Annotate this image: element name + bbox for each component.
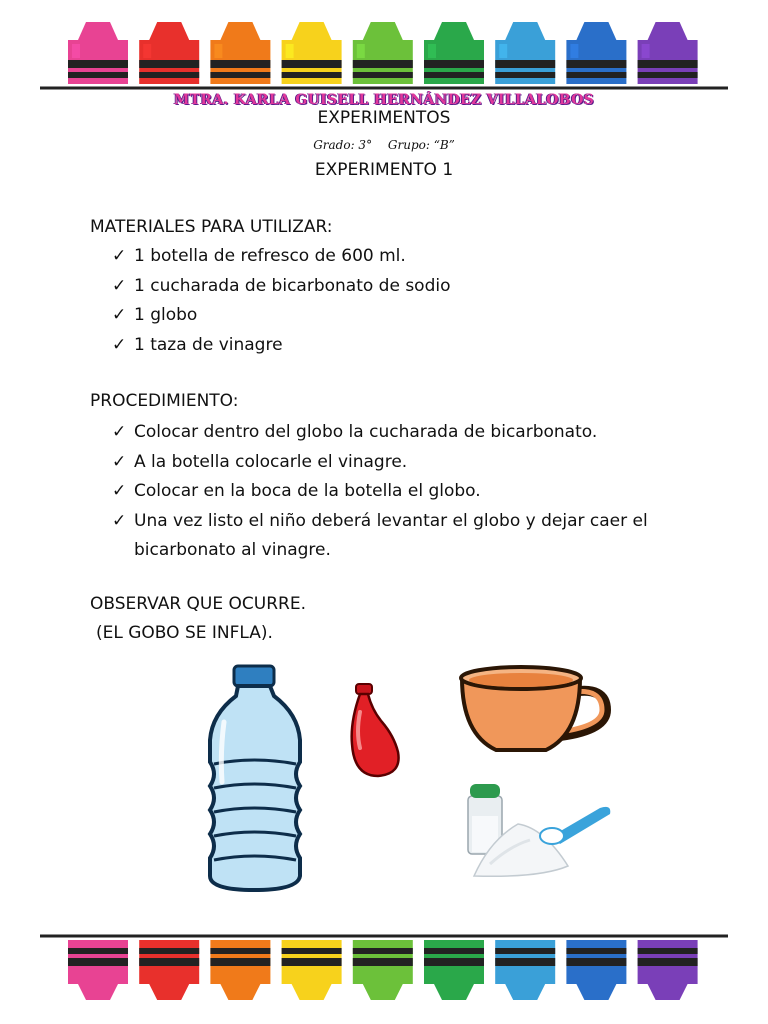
crayon-border-bottom — [0, 914, 768, 1024]
list-item: ✓ 1 globo — [112, 301, 451, 331]
grade-group — [0, 138, 768, 152]
check-icon: ✓ — [112, 481, 127, 501]
check-icon: ✓ — [112, 422, 127, 442]
crayon — [282, 940, 342, 1000]
cup-illustration — [456, 664, 612, 758]
group-label: Grupo: “B” — [387, 138, 455, 152]
crayon — [424, 940, 484, 1000]
crayon — [282, 22, 342, 84]
check-icon: ✓ — [112, 451, 127, 472]
crayon — [566, 940, 626, 1000]
crayon — [68, 22, 128, 84]
crayon — [495, 940, 555, 1000]
observe-result: (EL GOBO SE INFLA). — [96, 623, 273, 643]
materials-heading: MATERIALES PARA UTILIZAR: — [90, 217, 333, 237]
list-item: ✓ Colocar en la boca de la botella el globo. — [112, 477, 648, 507]
baking-soda-illustration — [460, 780, 620, 880]
crayon — [566, 22, 626, 84]
page-title: EXPERIMENTOS — [317, 108, 451, 128]
list-item: ✓ Colocar dentro del globo la cucharada de bicarbonato. — [112, 418, 648, 448]
check-icon: ✓ — [112, 246, 127, 266]
list-item: ✓ 1 cucharada de bicarbonato de sodio — [112, 272, 451, 302]
crayon — [210, 22, 270, 84]
procedure-list — [112, 418, 648, 566]
crayon — [210, 940, 270, 1000]
crayon — [495, 22, 555, 84]
bottle-illustration — [200, 662, 312, 894]
list-item: ✓ 1 botella de refresco de 600 ml. — [112, 242, 451, 272]
materials-list — [112, 242, 451, 360]
crayon — [139, 940, 199, 1000]
crayon — [638, 940, 698, 1000]
crayon — [353, 940, 413, 1000]
crayon — [424, 22, 484, 84]
experiment-title: EXPERIMENTO 1 — [314, 160, 454, 180]
grade-label: Grado: 3° — [313, 138, 373, 152]
crayon — [353, 22, 413, 84]
procedure-heading: PROCEDIMIENTO: — [90, 391, 239, 411]
check-icon: ✓ — [112, 305, 127, 325]
observe-line: OBSERVAR QUE OCURRE. — [90, 594, 306, 614]
list-item: ✓ 1 taza de vinagre — [112, 331, 451, 361]
balloon-illustration — [342, 682, 404, 782]
list-item: ✓ Una vez listo el niño deberá levantar el globo y dejar caer el — [112, 507, 648, 537]
crayon — [139, 22, 199, 84]
check-icon: ✓ — [112, 334, 127, 355]
crayon — [638, 22, 698, 84]
check-icon: ✓ — [112, 275, 127, 296]
list-item: bicarbonato al vinagre. — [134, 540, 331, 560]
list-item: ✓ A la botella colocarle el vinagre. — [112, 448, 648, 478]
teacher-name: MTRA. KARLA GUISELL HERNÁNDEZ VILLALOBOS — [173, 92, 595, 108]
check-icon: ✓ — [112, 510, 127, 531]
crayon — [68, 940, 128, 1000]
